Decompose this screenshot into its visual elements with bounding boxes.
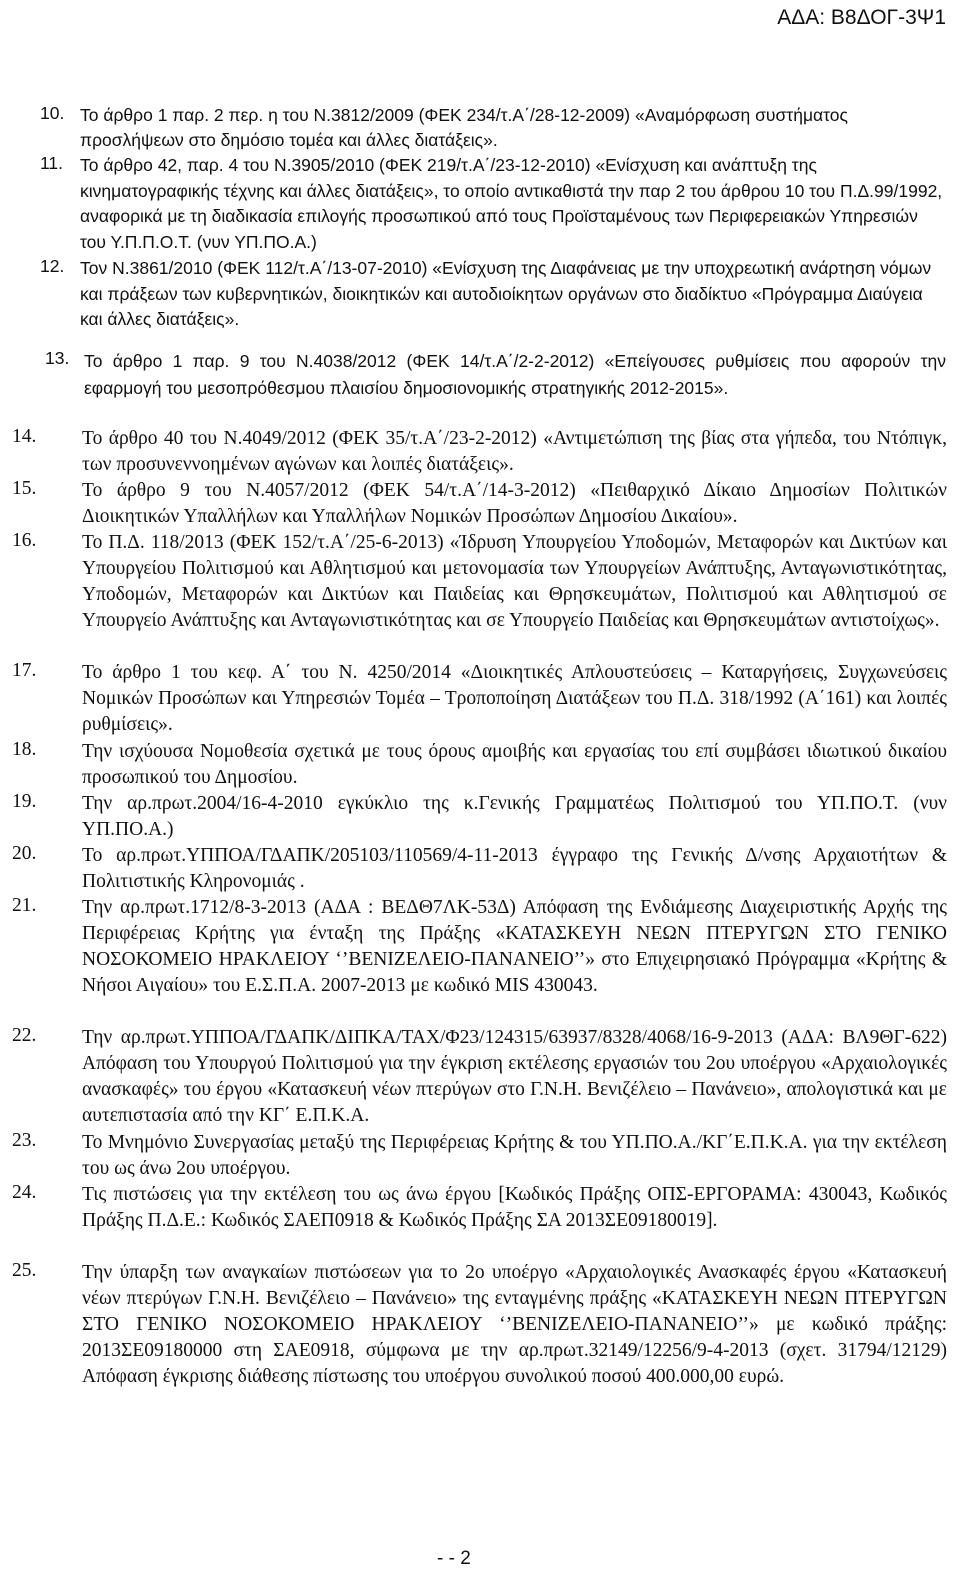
item-text: Την αρ.πρωτ.1712/8-3-2013 (ΑΔΑ : ΒΕΔΘ7ΛΚ-53Δ) Απόφαση της Ενδιάμεσης Διαχειριστικής Αρχής της Περιφέρειας Κρήτης για ένταξη της Πράξης «ΚΑΤΑΣΚΕΥΗ ΝΕΩΝ ΠΤΕΡΥΓΩΝ ΣΤΟ ΓΕΝΙΚΟ ΝΟΣΟΚΟΜΕΙΟ ΗΡΑΚΛΕΙΟΥ ‘’ΒΕΝΙΖΕΛΕΙΟ-ΠΑΝΑΝΕΙΟ’’» στο Επιχειρησιακό Πρόγραμμα «Κρήτης & Νήσοι Αιγαίου» του Ε.Σ.Π.Α. 2007-2013 με κωδικό MIS 430043.	[82, 897, 947, 996]
item-text: Το αρ.πρωτ.ΥΠΠΟΑ/ΓΔΑΠΚ/205103/110569/4-11-2013 έγγραφο της Γενικής Δ/νσης Αρχαιοτήτων & Πολιτιστικής Κληρονομιάς .	[82, 845, 947, 892]
item-number: 24.	[12, 1182, 37, 1203]
item-text: Το άρθρο 42, παρ. 4 του Ν.3905/2010 (ΦΕΚ 219/τ.Α΄/23-12-2010) «Ενίσχυση και ανάπτυξη της κινηματογραφικής τέχνης και άλλες διατάξεις», το οποίο αντικαθιστά την παρ 2 του άρθρου 10 του Π.Δ.99/1992, αναφορικά με τη διαδικασία επιλογής προσωπικού από τους Προϊσταμένους των Περιφερειακών Υπηρεσιών του Υ.Π.Π.Ο.Τ. (νυν ΥΠ.ΠΟ.Α.)	[80, 155, 943, 252]
item-number: 11.	[40, 153, 64, 173]
item-text: Την ισχύουσα Νομοθεσία σχετικά με τους όρους αμοιβής και εργασίας του επί συμβάσει ιδιωτικού δικαίου προσωπικού του Δημοσίου.	[82, 741, 947, 788]
item-number: 20.	[12, 843, 37, 864]
item-number: 21.	[12, 895, 37, 916]
item-text: Το άρθρο 40 του Ν.4049/2012 (ΦΕΚ 35/τ.Α΄/23-2-2012) «Αντιμετώπιση της βίας στα γήπεδα, του Ντόπιγκ, των προσυνεννοημένων αγώνων και λοιπές διατάξεις».	[82, 428, 947, 475]
item-text: Το Μνημόνιο Συνεργασίας μεταξύ της Περιφέρειας Κρήτης & του ΥΠ.ΠΟ.Α./ΚΓ΄Ε.Π.Κ.Α. για την εκτέλεση του ως άνω 2ου υποέργου.	[82, 1132, 947, 1179]
item-text: Την ύπαρξη των αναγκαίων πιστώσεων για το 2ο υποέργο «Αρχαιολογικές Ανασκαφές έργου «Κατασκευή νέων πτερύγων Γ.Ν.Η. Βενιζέλειο – Πανάνειο» της ενταγμένης πράξης «ΚΑΤΑΣΚΕΥΗ ΝΕΩΝ ΠΤΕΡΥΓΩΝ ΣΤΟ ΓΕΝΙΚΟ ΝΟΣΟΚΟΜΕΙΟ ΗΡΑΚΛΕΙΟΥ ‘’ΒΕΝΙΖΕΛΕΙΟ-ΠΑΝΑΝΕΙΟ’’» με κωδικό πράξης: 2013ΣΕ09180000 στη ΣΑΕ0918, σύμφωνα με την αρ.πρωτ.32149/12256/9-4-2013 (σχετ. 31794/12129) Απόφαση έγκρισης διάθεσης πίστωσης του υποέργου συνολικού ποσού 400.000,00 ευρώ.	[82, 1262, 947, 1387]
item-text: Την αρ.πρωτ.ΥΠΠΟΑ/ΓΔΑΠΚ/ΔΙΠΚΑ/ΤΑΧ/Φ23/124315/63937/8328/4068/16-9-2013 (ΑΔΑ: ΒΛ9ΘΓ-622) Απόφαση του Υπουργού Πολιτισμού για την έγκριση εκτέλεσης εργασιών του 2ου υποέργου «Αρχαιολογικές ανασκαφές» του έργου «Κατασκευή νέων πτερύγων στο Γ.Ν.Η. Βενιζέλειο – Πανάνειο», απολογιστικά και με αυτεπιστασία από την ΚΓ΄ Ε.Π.Κ.Α.	[82, 1027, 947, 1126]
item-number: 10.	[40, 103, 65, 123]
item-number: 14.	[12, 426, 37, 447]
item-text: Το άρθρο 9 του Ν.4057/2012 (ΦΕΚ 54/τ.Α΄/14-3-2012) «Πειθαρχικό Δίκαιο Δημοσίων Πολιτικών Διοικητικών Υπαλλήλων και Υπαλλήλων Νομικών Προσώπων Δημοσίου Δικαίου».	[82, 480, 947, 527]
item-number: 15.	[12, 478, 37, 499]
item-text: Το Π.Δ. 118/2013 (ΦΕΚ 152/τ.Α΄/25-6-2013) «Ίδρυση Υπουργείου Υποδομών, Μεταφορών και Δικτύων και Υπουργείου Πολιτισμού και Αθλητισμού και μετονομασία των Υπουργείων Ανάπτυξης, Ανταγωνιστικότητας, Υποδομών, Μεταφορών και Δικτύων και Παιδείας και Θρησκευμάτων, Πολιτισμού και Αθλητισμού σε Υπουργείο Ανάπτυξης και Ανταγωνιστικότητας και σε Υπουργείο Παιδείας και Θρησκευμάτων αντιστοίχως».	[82, 532, 947, 631]
item-number: 16.	[12, 530, 37, 551]
page-number: - - 2	[437, 1548, 471, 1569]
item-text: Τον Ν.3861/2010 (ΦΕΚ 112/τ.Α΄/13-07-2010) «Ενίσχυση της Διαφάνειας με την υποχρεωτική ανάρτηση νόμων και πράξεων των κυβερνητικών, διοικητικών και αυτοδιοίκητων οργάνων στο διαδίκτυο «Πρόγραμμα Διαύγεια και άλλες διατάξεις».	[80, 258, 932, 329]
item-text: Την αρ.πρωτ.2004/16-4-2010 εγκύκλιο της κ.Γενικής Γραμματέως Πολιτισμού του ΥΠ.ΠΟ.Τ. (νυν ΥΠ.ΠΟ.Α.)	[82, 793, 947, 840]
item-number: 25.	[12, 1260, 37, 1281]
item-number: 17.	[12, 660, 37, 681]
document-ada-code: ΑΔΑ: Β8ΔΟΓ-3Ψ1	[777, 6, 946, 29]
item-text: Το άρθρο 1 παρ. 2 περ. η του Ν.3812/2009 (ΦΕΚ 234/τ.Α΄/28-12-2009) «Αναμόρφωση συστήματος προσλήψεων στο δημόσιο τομέα και άλλες διατάξεις».	[80, 105, 848, 150]
item-number: 23.	[12, 1130, 37, 1151]
item-number: 12.	[40, 256, 65, 276]
item-number: 19.	[12, 791, 37, 812]
item-text: Το άρθρο 1 του κεφ. Α΄ του Ν. 4250/2014 «Διοικητικές Απλουστεύσεις – Καταργήσεις, Συγχωνεύσεις Νομικών Προσώπων και Υπηρεσιών Τομέα – Τροποποίηση Διατάξεων του Π.Δ. 318/1992 (Α΄161) και λοιπές ρυθμίσεις».	[82, 662, 947, 735]
item-number: 18.	[12, 739, 37, 760]
item-number: 13.	[45, 348, 70, 368]
item-text: Τις πιστώσεις για την εκτέλεση του ως άνω έργου [Κωδικός Πράξης ΟΠΣ-ΕΡΓΟΡΑΜΑ: 430043, Κωδικός Πράξης Π.Δ.Ε.: Κωδικός ΣΑΕΠ0918 & Κωδικός Πράξης ΣΑ 2013ΣΕ09180019].	[82, 1184, 947, 1231]
item-number: 22.	[12, 1025, 37, 1046]
item-text: Το άρθρο 1 παρ. 9 του Ν.4038/2012 (ΦΕΚ 14/τ.Α΄/2-2-2012) «Επείγουσες ρυθμίσεις που αφορούν την εφαρμογή του μεσοπρόθεσμου πλαισίου δημοσιονομικής στρατηγικής 2012-2015».	[84, 351, 946, 398]
